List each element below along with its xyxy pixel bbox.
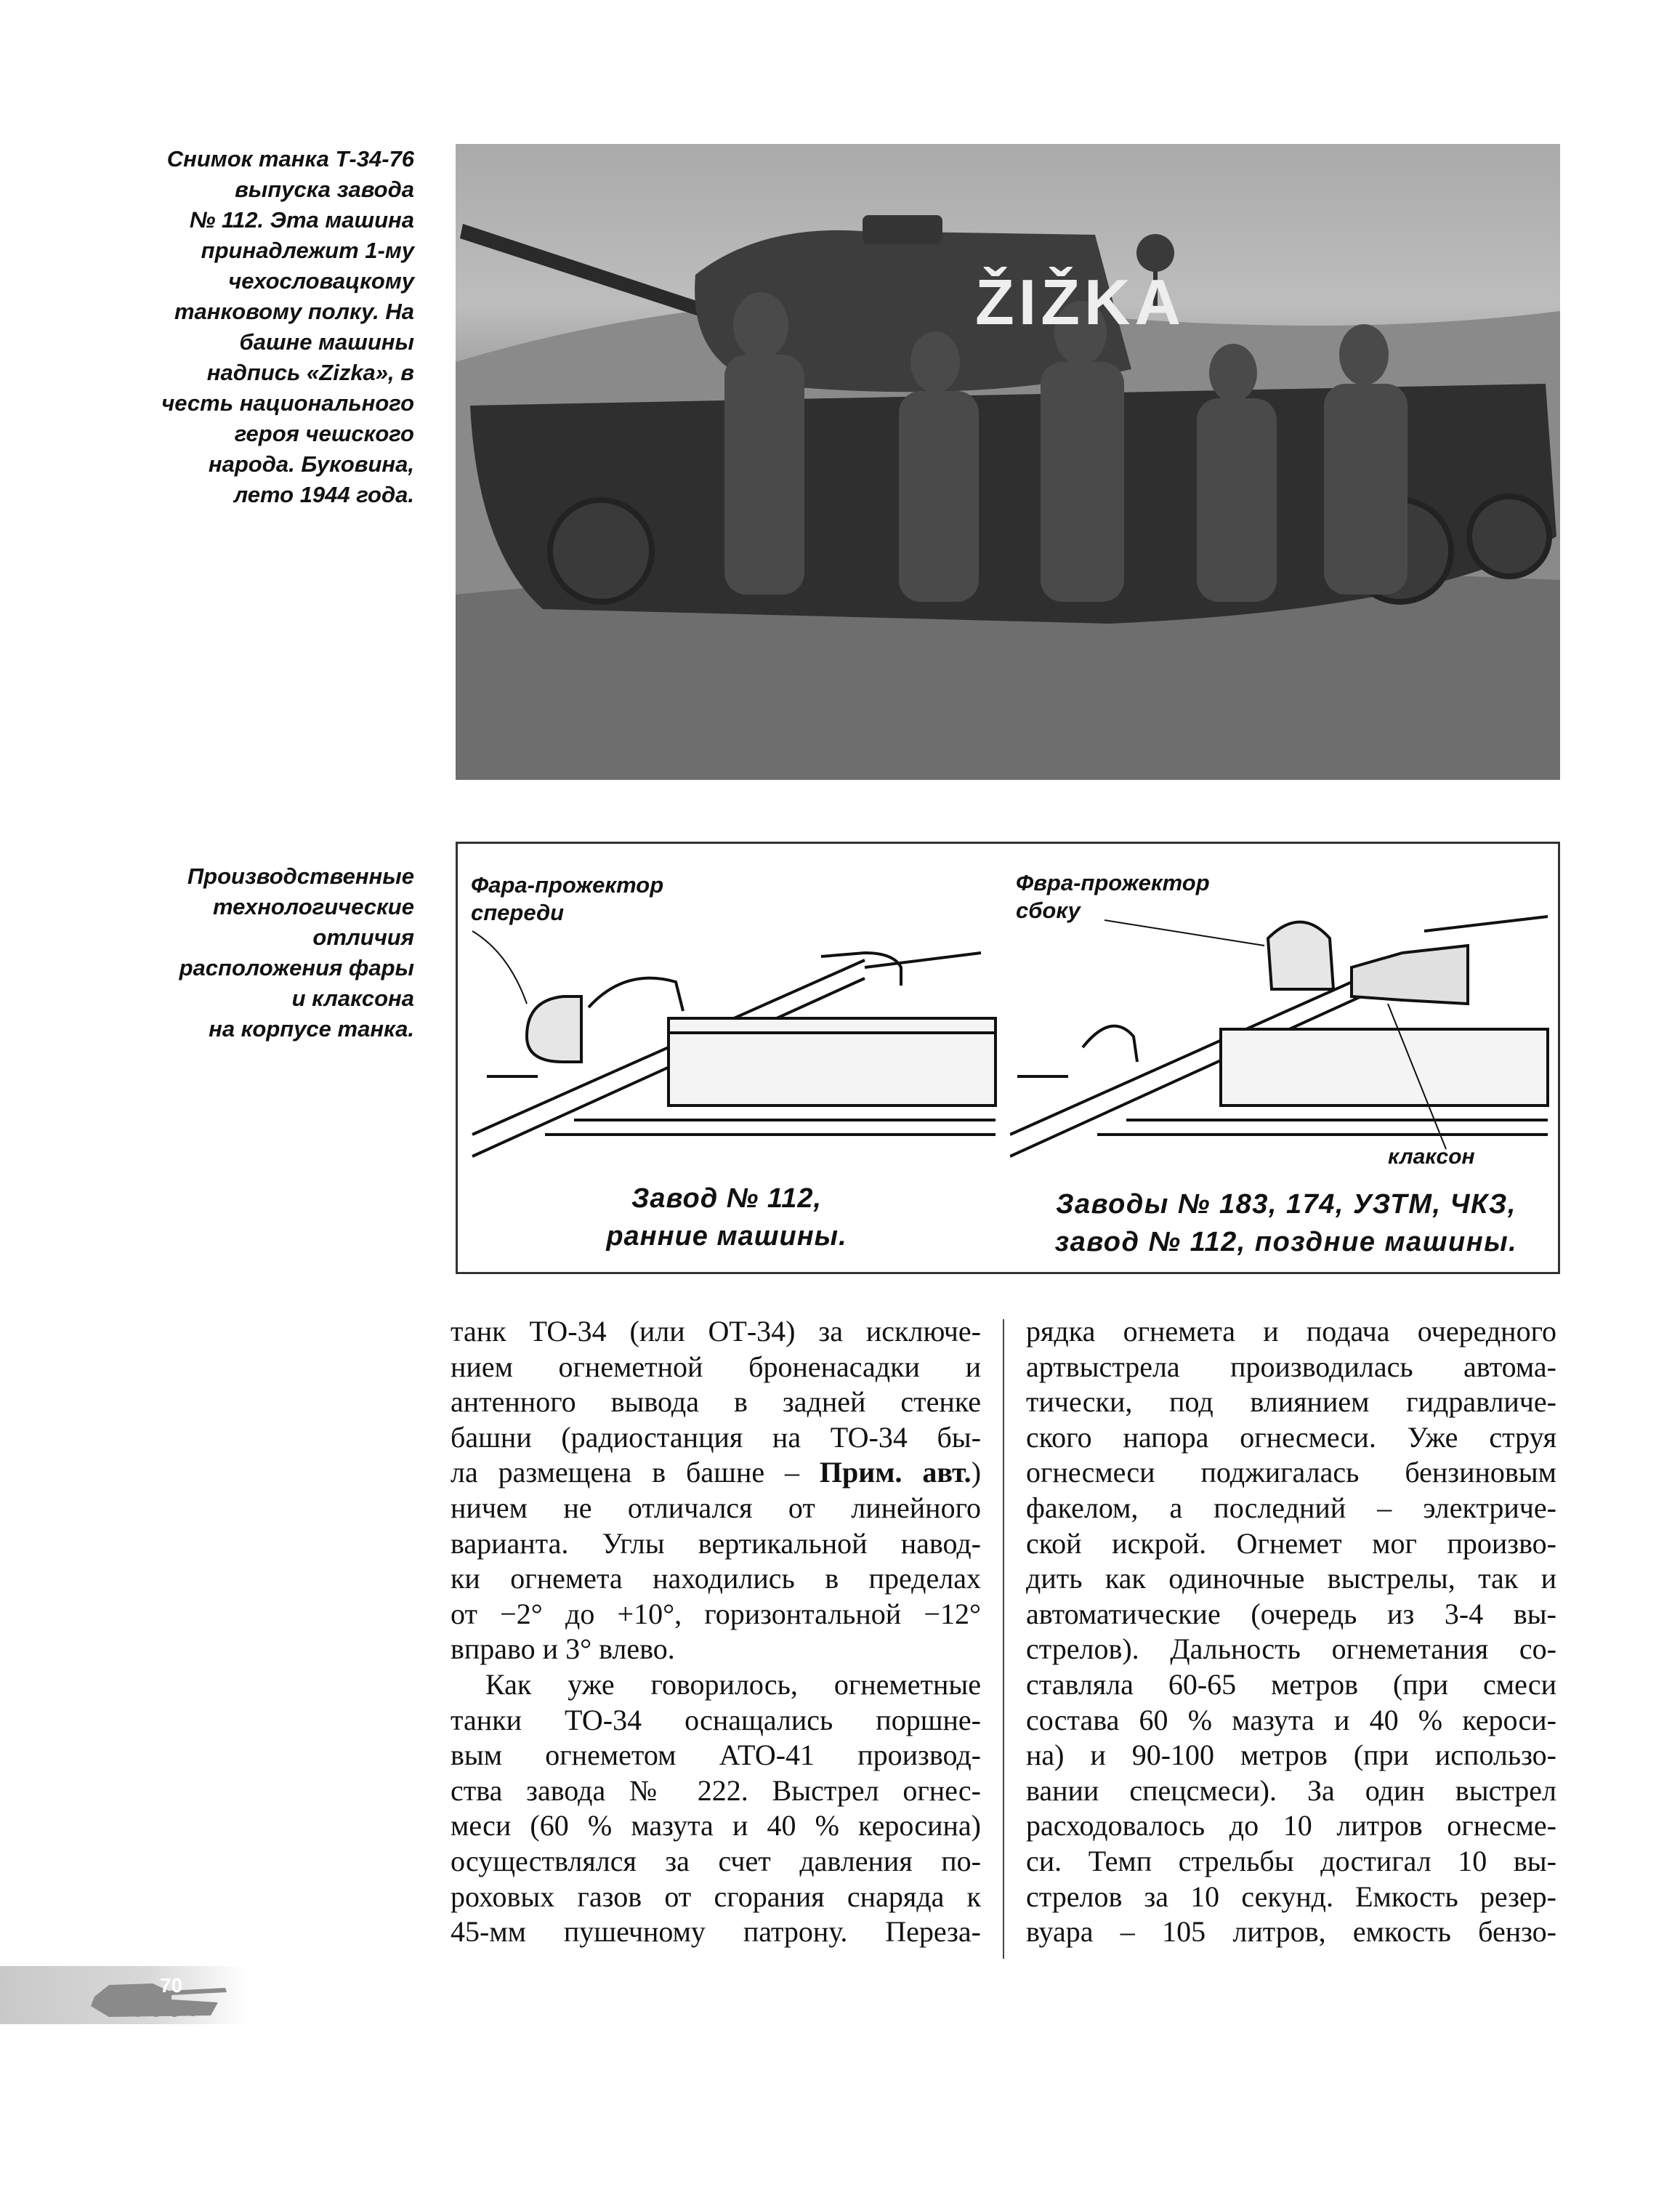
- page-number: 70: [160, 1974, 183, 1997]
- text-line: вуара – 105 литров, емкость бензо-: [1026, 1915, 1556, 1949]
- text-column-left: [451, 1314, 981, 1950]
- text-line: стрелов за 10 секунд. Емкость резер-: [1026, 1880, 1556, 1913]
- text-line: ки огнемета находились в пределах: [451, 1562, 981, 1595]
- text-line: варианта. Углы вертикальной навод-: [451, 1526, 981, 1560]
- turret-inscription: ŽIŽKA: [975, 266, 1186, 338]
- text-line: от −2° до +10°, горизонтальной −12°: [451, 1597, 981, 1630]
- caption-line: лето 1944 года.: [233, 482, 414, 507]
- caption-line: танковому полку. На: [174, 299, 414, 324]
- headlight-side-label: Фвра-прожектор сбоку: [1016, 870, 1210, 923]
- caption-line: народа. Буковина,: [208, 451, 414, 477]
- caption-line: надпись «Zizka», в: [206, 360, 414, 385]
- footer-band: [0, 1966, 247, 2024]
- text-line-with-note: ла размещена в башне – Прим. авт.): [451, 1456, 982, 1489]
- caption-line: принадлежит 1-му: [201, 238, 414, 263]
- text-line: ского напора огнесмеси. Уже струя: [1026, 1420, 1556, 1454]
- text-line: ства завода № 222. Выстрел огнес-: [451, 1773, 981, 1807]
- caption-line: расположения фары: [179, 955, 414, 980]
- text-line: состава 60 % мазута и 40 % кероси-: [1026, 1703, 1556, 1736]
- caption-line: Производственные: [187, 863, 414, 889]
- column-divider: [1003, 1319, 1004, 1959]
- text-line: роховых газов от сгорания снаряда к: [451, 1880, 981, 1913]
- photo-caption: [109, 144, 414, 510]
- text-line: меси (60 % мазута и 40 % керосина): [451, 1809, 981, 1842]
- text-line: на) и 90-100 метров (при использо-: [1026, 1739, 1556, 1772]
- diagram-early: [458, 844, 1010, 1276]
- text-line: вым огнеметом АТО-41 производ-: [451, 1739, 981, 1772]
- text-line: вправо и 3° влево.: [451, 1632, 675, 1666]
- text-line: нием огнеметной броненасадки и: [451, 1350, 981, 1383]
- caption-line: на корпусе танка.: [209, 1016, 414, 1042]
- caption-line: выпуска завода: [235, 177, 414, 202]
- caption-line: технологические: [212, 894, 414, 919]
- text-line: осуществлялся за счет давления по-: [451, 1844, 981, 1877]
- diagram-caption: [109, 861, 414, 1044]
- diagram-early-caption: Завод № 112, ранние машины.: [606, 1183, 847, 1252]
- text-line: рядка огнемета и подача очередного: [1026, 1315, 1556, 1348]
- tank-photo-drawing: [456, 144, 1560, 780]
- caption-line: честь национального: [161, 390, 414, 416]
- caption-line: и клаксона: [291, 986, 414, 1011]
- text-line: вании спецсмеси). За один выстрел: [1026, 1773, 1556, 1807]
- text-line: антенного вывода в задней стенке: [451, 1385, 981, 1419]
- text-line: расходовалось до 10 литров огнесме-: [1026, 1809, 1556, 1842]
- text-line: 45-мм пушечному патрону. Переза-: [451, 1915, 981, 1949]
- diagram-late: [1010, 844, 1562, 1276]
- text-line: танки ТО-34 оснащались поршне-: [451, 1703, 981, 1736]
- caption-line: Снимок танка Т-34-76: [166, 146, 414, 172]
- text-line: ставляла 60-65 метров (при смеси: [1026, 1667, 1556, 1701]
- text-line: башни (радиостанция на ТО-34 бы-: [451, 1420, 981, 1454]
- text-line: автоматические (очередь из 3-4 вы-: [1026, 1597, 1556, 1630]
- text-line: артвыстрела производилась автома-: [1026, 1350, 1556, 1383]
- text-line: Как уже говорилось, огнеметные: [485, 1667, 981, 1701]
- headlight-diagram-panel: [456, 842, 1560, 1274]
- tank-silhouette-icon: [0, 1966, 247, 2024]
- caption-line: чехословацкому: [228, 268, 414, 294]
- author-note: Прим. авт.: [819, 1456, 972, 1489]
- text-line: огнесмеси поджигалась бензиновым: [1026, 1456, 1556, 1489]
- text-column-right: [1026, 1314, 1556, 1950]
- caption-line: отличия: [312, 925, 414, 950]
- text-line: тически, под влиянием гидравличе-: [1026, 1385, 1556, 1419]
- horn-label: клаксон: [1388, 1145, 1475, 1169]
- text-line: факелом, а последний – электриче-: [1026, 1491, 1556, 1524]
- caption-line: № 112. Эта машина: [189, 207, 414, 233]
- text-line: си. Темп стрельбы достигал 10 вы-: [1026, 1844, 1556, 1877]
- tank-photo: [456, 144, 1560, 780]
- diagram-late-caption: Заводы № 183, 174, УЗТМ, ЧКЗ, завод № 112, поздние машины.: [1054, 1189, 1518, 1257]
- text-line: танк ТО-34 (или ОТ-34) за исключе-: [451, 1315, 981, 1348]
- text-line: ской искрой. Огнемет мог произво-: [1026, 1526, 1556, 1560]
- text-line: дить как одиночные выстрелы, так и: [1026, 1562, 1556, 1595]
- headlight-front-label: Фара-прожектор спереди: [471, 872, 664, 925]
- text-line: ничем не отличался от линейного: [451, 1491, 981, 1524]
- caption-line: башне машины: [239, 329, 414, 355]
- text-line: стрелов). Дальность огнеметания со-: [1026, 1632, 1556, 1666]
- caption-line: героя чешского: [234, 421, 414, 446]
